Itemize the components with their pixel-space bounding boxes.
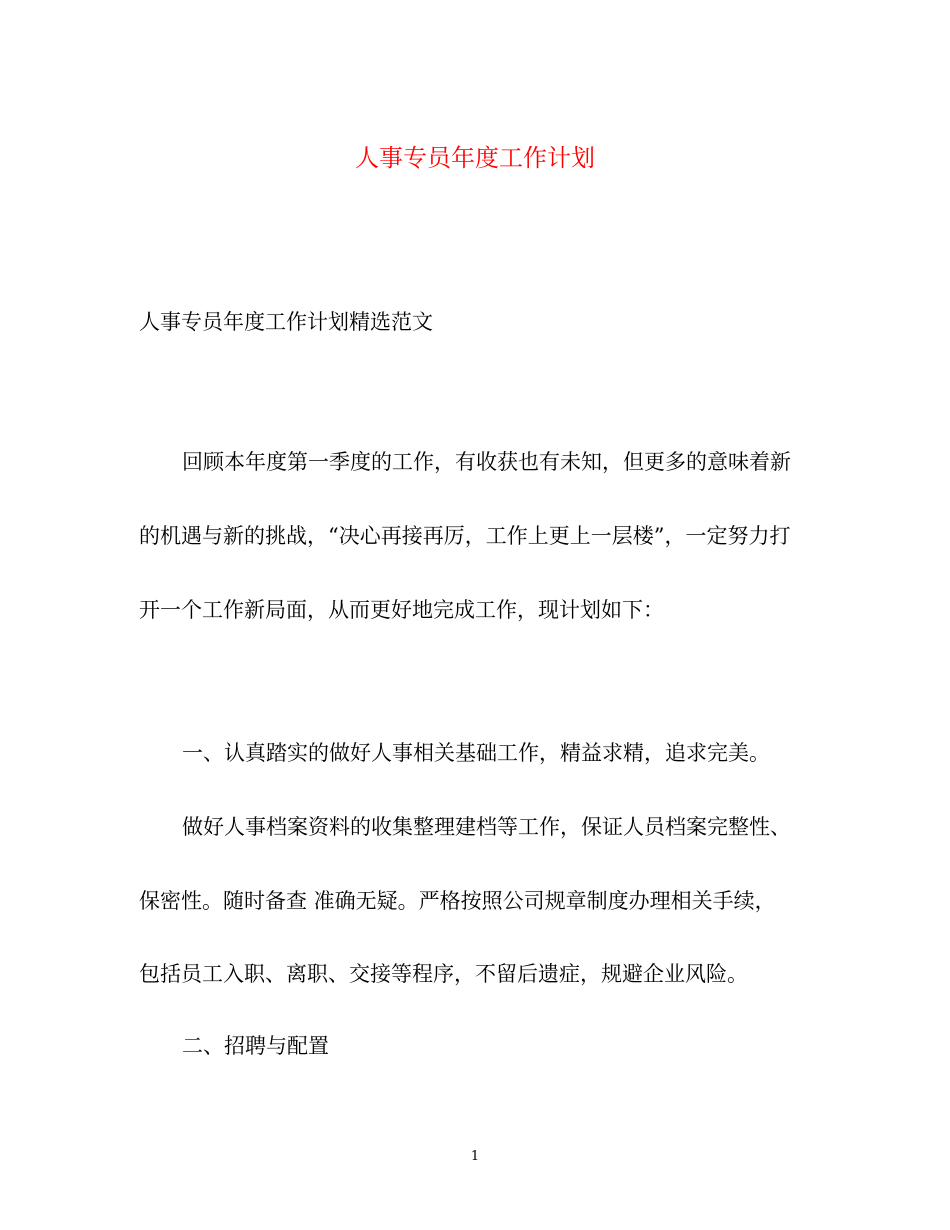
document-title: 人事专员年度工作计划: [355, 144, 595, 172]
document-subtitle: 人事专员年度工作计划精选范文: [139, 310, 433, 334]
intro-line-3: 开一个工作新局面，从而更好地完成工作，现计划如下：: [139, 598, 664, 622]
page-number: 1: [470, 1149, 480, 1164]
section-1-line-2: 保密性。随时备查 准确无疑。严格按照公司规章制度办理相关手续，: [139, 889, 776, 913]
section-2-heading: 二、招聘与配置: [182, 1034, 329, 1058]
section-1-line-1: 做好人事档案资料的收集整理建档等工作，保证人员档案完整性、: [182, 815, 791, 839]
intro-line-1: 回顾本年度第一季度的工作，有收获也有未知，但更多的意味着新: [182, 450, 791, 474]
intro-line-2: 的机遇与新的挑战，“决心再接再厉，工作上更上一层楼”，一定努力打: [139, 524, 791, 548]
section-1-line-3: 包括员工入职、离职、交接等程序，不留后遗症，规避企业风险。: [139, 962, 748, 986]
section-1-heading: 一、认真踏实的做好人事相关基础工作，精益求精，追求完美。: [182, 741, 770, 765]
